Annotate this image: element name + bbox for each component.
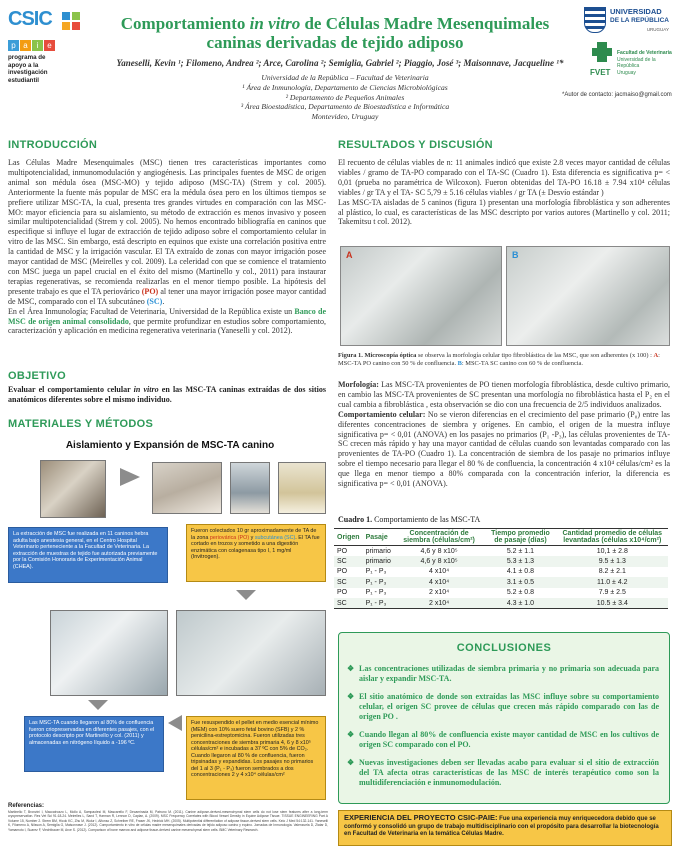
affiliations: Universidad de la República – Facultad de Veterinaria ¹ Área de Inmunología, Departamento de Ciencias Microbiológicas ² Departamento de Pequeños Animales ³ Área Bioestadística, Departamento de Bioestadística e Informática Montevideo, Uruguay — [240, 73, 450, 122]
metodos-heading: MATERIALES Y MÉTODOS — [8, 418, 154, 430]
table-row: PO P₁ - P₃ 4 x10⁴ 4.1 ± 0.8 8.2 ± 2.1 — [337, 568, 626, 576]
dog-photo — [40, 460, 106, 518]
table-row: PO primario 4,6 y 8 x10⁵ 5.2 ± 1.1 10,1 ± 2.8 — [337, 547, 628, 555]
contact-email: *Autor de contacto: jacmaiso@gmail.com — [562, 92, 672, 98]
objetivo-heading: OBJETIVO — [8, 370, 67, 382]
figure-caption: Figura 1. Microscopía óptica se observa la morfología celular tipo fibroblástica de las MSC, que son adherentes (x 100) : A: MSC-TA PO canino con 50 % de confluencia. B: MSC-TA SC canino con 60 % de confluencia. — [338, 352, 660, 367]
experiencia-box: EXPERIENCIA DEL PROYECTO CSIC-PAIE: Fue una experiencia muy enriquecedora debido que se conformó y consolidó un grupo de trabajo multidisciplinario con el propósito para desarrollar la biotecnología en Facultad de Veterinaria en la temática Células Madre. — [338, 810, 672, 846]
list-item: ❖ El sitio anatómico de donde son extraídas las MSC influye sobre su comportamiento celular, el origen SC provee de células que crecen más rápido comparado con las de origen PO . — [347, 692, 659, 722]
flow-box-colecta: Fueron colectados 10 gr aproximadamente de TA de la zona periovárica (PO) y subcutánea (SC). El TA fue cortado en trozos y sometido a una digestión enzimática con colagenasa tipo I, 1 mg/ml (Invitrogen). — [186, 524, 326, 582]
table-row: SC P₁ - P₃ 4 x10⁴ 3.1 ± 0.5 11.0 ± 4.2 — [334, 577, 668, 588]
flow-title: Aislamiento y Expansión de MSC-TA canino — [65, 440, 275, 451]
criopreservation-photo — [50, 610, 168, 696]
conclusiones-box — [338, 632, 670, 804]
table-header-row: Origen Pasaje Concentración de siembra (células/cm²) Tiempo promedio de pasaje (días) Cantidad promedio de células levantadas (células x10⁴/cm²) — [334, 529, 668, 546]
referencias-text: Martinello T, Bronzini I, Maccatrozzo L, Mollo A, Sampaolesi M, Mascarello F, Decaminada M, Patruno M. (2011). Canine adipose-derived-mesenchymal stem cells do not lose stem features after a long-term cryopreservation. Res Vet Sci 91:18-24. Meirelles L, Sand T, Harman R, Lennon D, Caplan, A. (2009). MSC Frequency Correlates with Blood Vessel Density in Equine Adipose Tissue. TISSUE ENGINEERING Part A Volume 15, Number 2. Strem BM, Hicok KC, Zhu M, Wulur I, Alfonso Z, Schreiber RE, Fraser JK, Hedrick MH. (2005). Multipotential differentiation of adipose tissue-derived stem cells. Keio J Med 54:132-141. Yaneselli K, Filomeno A, Nilsson A, Semiglia G, Maisonnave J. (2012). Comportamiento in vitro de células madre mesenquimales derivadas de tejido adiposo canino y equino. Jornadas de Inmunología. Valenzuela D, Zlatar D, Yamamoto I, Suarez F, Viechtbauer M, Arce S. (2012). Comparison of bone marrow and adipose tissue-derived canine mesenchymal stem cells. BMC Veterinary Research. — [8, 810, 328, 832]
intro-heading: INTRODUCCIÓN — [8, 139, 98, 151]
udelar-logo: UNIVERSIDAD DE LA REPÚBLICA URUGUAY — [584, 5, 672, 37]
intro-text: Las Células Madre Mesenquimales (MSC) tienen tres características importantes como multipotencialidad, inmunomodulación y angiogénesis. Las principales fuentes de MSC de origen animal son médula ósea (MSC-MO) y tejido adiposo (MSC-TA) (Strem y col. 2005). Anteriormente la fuente más popular de MSC era la médula ósea pero en los últimos tiempos se prefiere utilizar MSC-TA, la cual, presenta tres grandes virtudes en comparación con las MSC-MO: mayor eficiencia para su aislamiento, su método de extracción es menos invasivo y poseen similar multipotencialidad (Strem y col. 2005). No hemos encontrado bibliografía en caninos que especifique si influye el lugar de extracción de tejido adiposo sobre el comportamiento celular in vitro de las MSC. Sin embargo, está descripto en equinos que existe una correlación positiva entre la cantidad de MSC y la irrigación vascular. El TA extraído de zonas con mayor irrigación posee mayor cantidad de MSC (Meirelles y col. 2009). La celeridad con que se comience el tratamiento con MSC juega un papel crucial en el éxito del mismo (Martinello y col., 2011) para instaurar terapias regenerativas, se recomienda realizarlas en el menor tiempo posible. La hipótesis del presente trabajo es que el TA periovárico (PO) al tener una mayor irrigación posee mayor cantidad de MSC, comparado con el TA subcutáneo (SC). En el Área Inmunología; Facultad de Veterinaria, Universidad de la República existe un Banco de MSC de origen animal consolidado, que permite profundizar en estudios sobre comportamiento, caracterización y aplicación en medicina regenerativa veterinaria (Yaneselli y col. 2012). — [8, 158, 326, 336]
surgery-photo — [152, 462, 222, 514]
arrow-down-icon — [236, 590, 256, 600]
referencias-heading: Referencias: — [8, 803, 45, 809]
authors: Yaneselli, Kevin ¹; Filomeno, Andrea ²; Arce, Carolina ²; Semiglia, Gabriel ²; Piaggio, José ³; Maisonnave, Jacqueline ¹* — [116, 58, 564, 68]
fvet-logo: FVET Facultad de Veterinaria Universidad de la República Uruguay — [590, 40, 676, 82]
resultados-text: El recuento de células viables de n: 11 animales indicó que existe 2.8 veces mayor cantidad de células viables / gramo de TA-PO comparado con el TA-SC (Cuadro 1). Esta diferencia es significativa p= < 0,01 (prueba no paramétrica de Wilcoxon). Fueron obtenidas del TA-PO 16.18 ± 7.94 x10⁴ células viables / gr TA y el TA- SC 5,79 ± 5.16 células viables / gr TA (± Desvío estándar ) Las MSC-TA aisladas de 5 caninos (figura 1) presentan una morfología fibroblástica y son adherentes al plástico, lo cual, es características de las MSC descripto por varios autores (Martinello y col. 2011; Takemitsu t col. 2012). — [338, 158, 670, 227]
table-row: PO P₁ - P₃ 2 x10⁴ 5.2 ± 0.8 7.9 ± 2.5 — [337, 589, 626, 597]
table-row: SC P₁ - P₃ 2 x10⁴ 4.3 ± 1.0 10.5 ± 3.4 — [334, 598, 668, 609]
micrograph-b: B — [506, 246, 670, 346]
csic-logo-text: CSIC — [8, 8, 52, 30]
cuadro-table — [334, 528, 668, 609]
objetivo-text: Evaluar el comportamiento celular in vitro en las MSC-TA caninas extraídas de dos sitios anatómicos diferentes sobre el mismo individuo. — [8, 385, 327, 404]
micrograph-a: A — [340, 246, 502, 346]
resultados-heading: RESULTADOS Y DISCUSIÓN — [338, 139, 493, 151]
cuadro-title: Cuadro 1. Comportamiento de las MSC-TA — [338, 515, 481, 524]
flow-box-extraccion: La extracción de MSC fue realizada en 11 caninos hebra adulta bajo anestesia general, en el Centro Hospital Veterinario perteneciente a la Facultad de Veterinaria. La extracción de muestras de tejido fue autorizada previamente por la Comisión Honoraria de Experimentación Animal (CHEA). — [8, 527, 168, 583]
arrow-right-icon — [120, 468, 140, 486]
conclusiones-list — [347, 664, 659, 788]
udelar-shield-icon — [584, 7, 606, 33]
morfologia-text: Morfología: Las MSC-TA provenientes de PO tienen morfología fibroblástica, desde cultivo primario, en cambio las MSC-TA provenientes de SC presentan una morfología no fibroblástica hasta el P₂ en el cual cambia a fibroblástica , esta observación se dio con una frecuencia de 2/5 individuos analizados. Comportamiento celular: No se vieron diferencias en el crecimiento del pase primario (P₀) entre las diferentes concentraciones de siembra y orígenes. En cambio, el origen de la muestra influye significativa p= < 0,01 (ANOVA) en los pasajes no primarios (P₁ -P₃), las células provenientes de TA-SC crecen más rápido y hay una mayor cantidad de células cuando son levantadas comparado con las provenientes de TA-PO (Cuadro 1). La concentración de siembra de los pasaje no primarios influye sobre el tiempo necesario para llegar el 80 % de confluencia, la concentración 4 x10⁴ células/cm² es la que llega en menor tiempo a 80% comparada con la concentración inferior, la diferencia es significativa p= < 0,01 (ANOVA). — [338, 380, 670, 489]
fvet-emblem-icon — [590, 40, 614, 70]
flow-box-cultivo: Fue resuspendido el pellet en medio esencial mínimo (MEM) con 10% suero fetal bovino (SFB) y 2 % penicilina-estreptomicina. Fueron utilizadas tres concentraciones de siembra primaria 4, 6 y 8 x10⁵ células/cm² e incubadas a 37 ºC con 5% de CO₂. Cuando llegaron al 80 % de confluencia, fueron tripsinadas y expandidas. Los pasajes no primarios del 1 al 3 (P₁ - P₃) fueron sembrados a dos concentraciones 2 y 4 x10⁴ células/cm² — [186, 716, 326, 800]
list-item: ❖ Nuevas investigaciones deben ser llevadas acabo para evaluar si el sitio de extracción del TA afecta otras características de las MSC de interés terapéutico como son la multidiferenciación e inmunomodulación. — [347, 758, 659, 788]
table-row: SC primario 4,6 y 8 x10⁵ 5.3 ± 1.3 9.5 ± 1.3 — [334, 556, 668, 567]
csic-logo — [8, 6, 88, 34]
tissue-photo — [230, 462, 270, 514]
poster-title: Comportamiento in vitro de Células Madre Mesenquimales caninas derivadas de tejido adiposo — [120, 14, 550, 52]
cell-culture-photo — [176, 610, 326, 696]
arrow-left-icon — [168, 715, 182, 731]
paie-logo: p a i e programa de apoyo a la investigación estudiantil — [8, 40, 58, 104]
conclusiones-heading: CONCLUSIONES — [456, 642, 552, 654]
arrow-down-icon-2 — [88, 700, 108, 710]
tube-photo — [278, 462, 326, 514]
list-item: ❖ Las concentraciones utilizadas de siembra primaria y no primaria son adecuada para aislar y expandir MSC-TA. — [347, 664, 659, 684]
list-item: ❖ Cuando llegan al 80% de confluencia existe mayor cantidad de MSC en los cultivos de origen SC comparado con el PO. — [347, 730, 659, 750]
flow-box-criopreservacion: Las MSC-TA cuando llegaron al 80% de confluencia fueron criopreservadas en diferentes pasajes, con el protocolo descripto por Martinello y col. (2011) y almacenadas en nitrógeno líquido a -196 ºC. — [24, 716, 164, 772]
